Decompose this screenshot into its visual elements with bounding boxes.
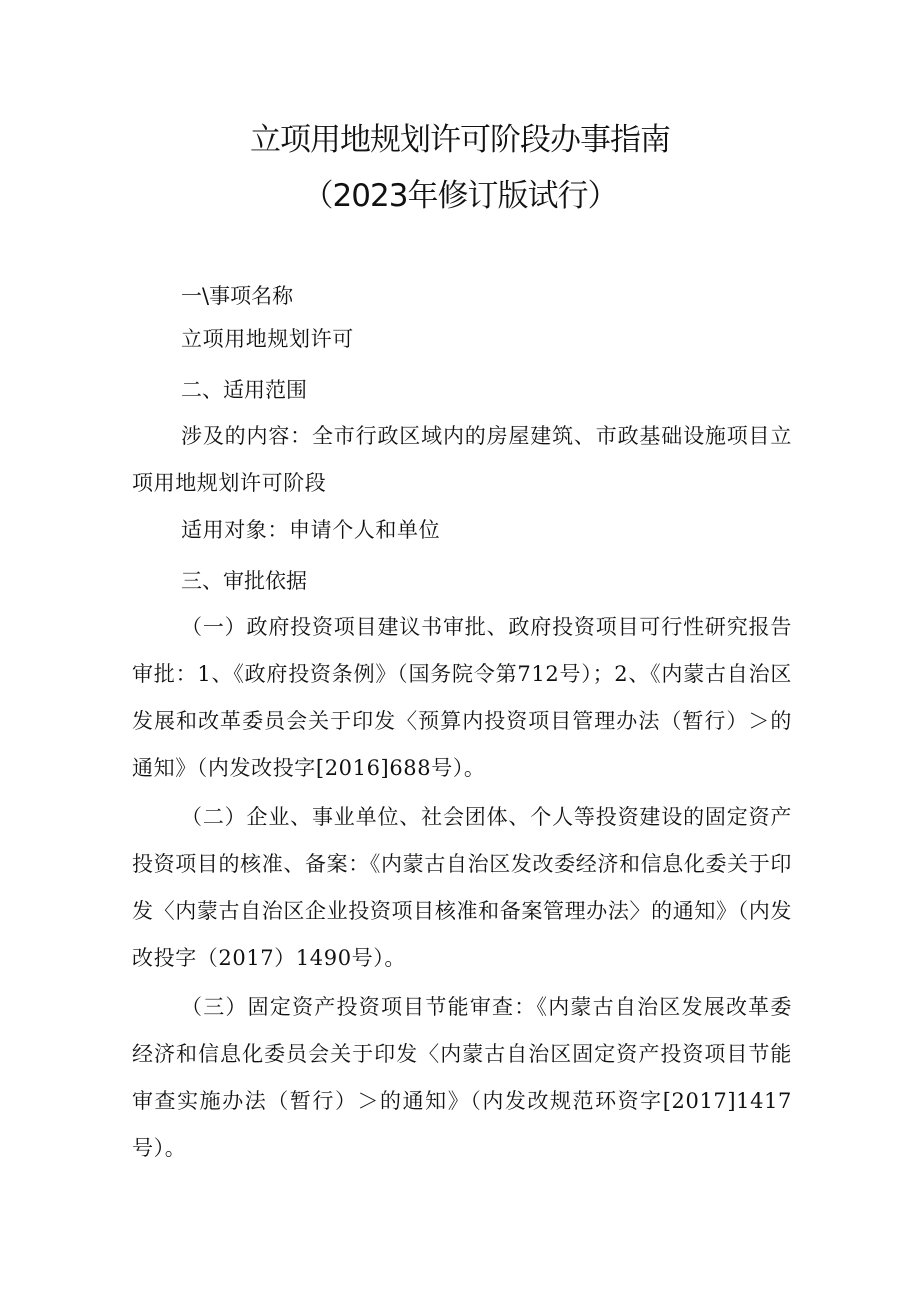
basis-paragraph-1: （一）政府投资项目建议书审批、政府投资项目可行性研究报告审批：1、《政府投资条例》（国务院令第712号）；2、《内蒙古自治区发展和改革委员会关于印发〈预算内投资项目管理办法（暂行）＞的通知》（内发改投字[2016]688号）。 xyxy=(132,615,792,780)
scope-target-paragraph: 适用对象：申请个人和单位 xyxy=(181,518,441,542)
scope-content-paragraph: 涉及的内容：全市行政区域内的房屋建筑、市政基础设施项目立项用地规划许可阶段 xyxy=(132,424,792,495)
document-subtitle: （2023年修订版试行） xyxy=(302,178,618,214)
item-name-text: 立项用地规划许可 xyxy=(181,327,354,351)
document-title: 立项用地规划许可阶段办事指南 xyxy=(250,122,670,158)
basis-paragraph-2: （二）企业、事业单位、社会团体、个人等投资建设的固定资产投资项目的核准、备案：《内蒙古自治区发改委经济和信息化委关于印发〈内蒙古自治区企业投资项目核准和备案管理办法〉的通知》（内发改投字（2017）1490号）。 xyxy=(132,805,792,970)
section-heading-scope: 二、适用范围 xyxy=(181,378,307,402)
section-heading-basis: 三、审批依据 xyxy=(181,569,307,593)
section-heading-item-name: 一\事项名称 xyxy=(181,284,294,308)
basis-paragraph-3: （三）固定资产投资项目节能审查：《内蒙古自治区发展改革委经济和信息化委员会关于印发〈内蒙古自治区固定资产投资项目节能审查实施办法（暂行）＞的通知》（内发改规范环资字[2017]1417号）。 xyxy=(132,995,792,1160)
